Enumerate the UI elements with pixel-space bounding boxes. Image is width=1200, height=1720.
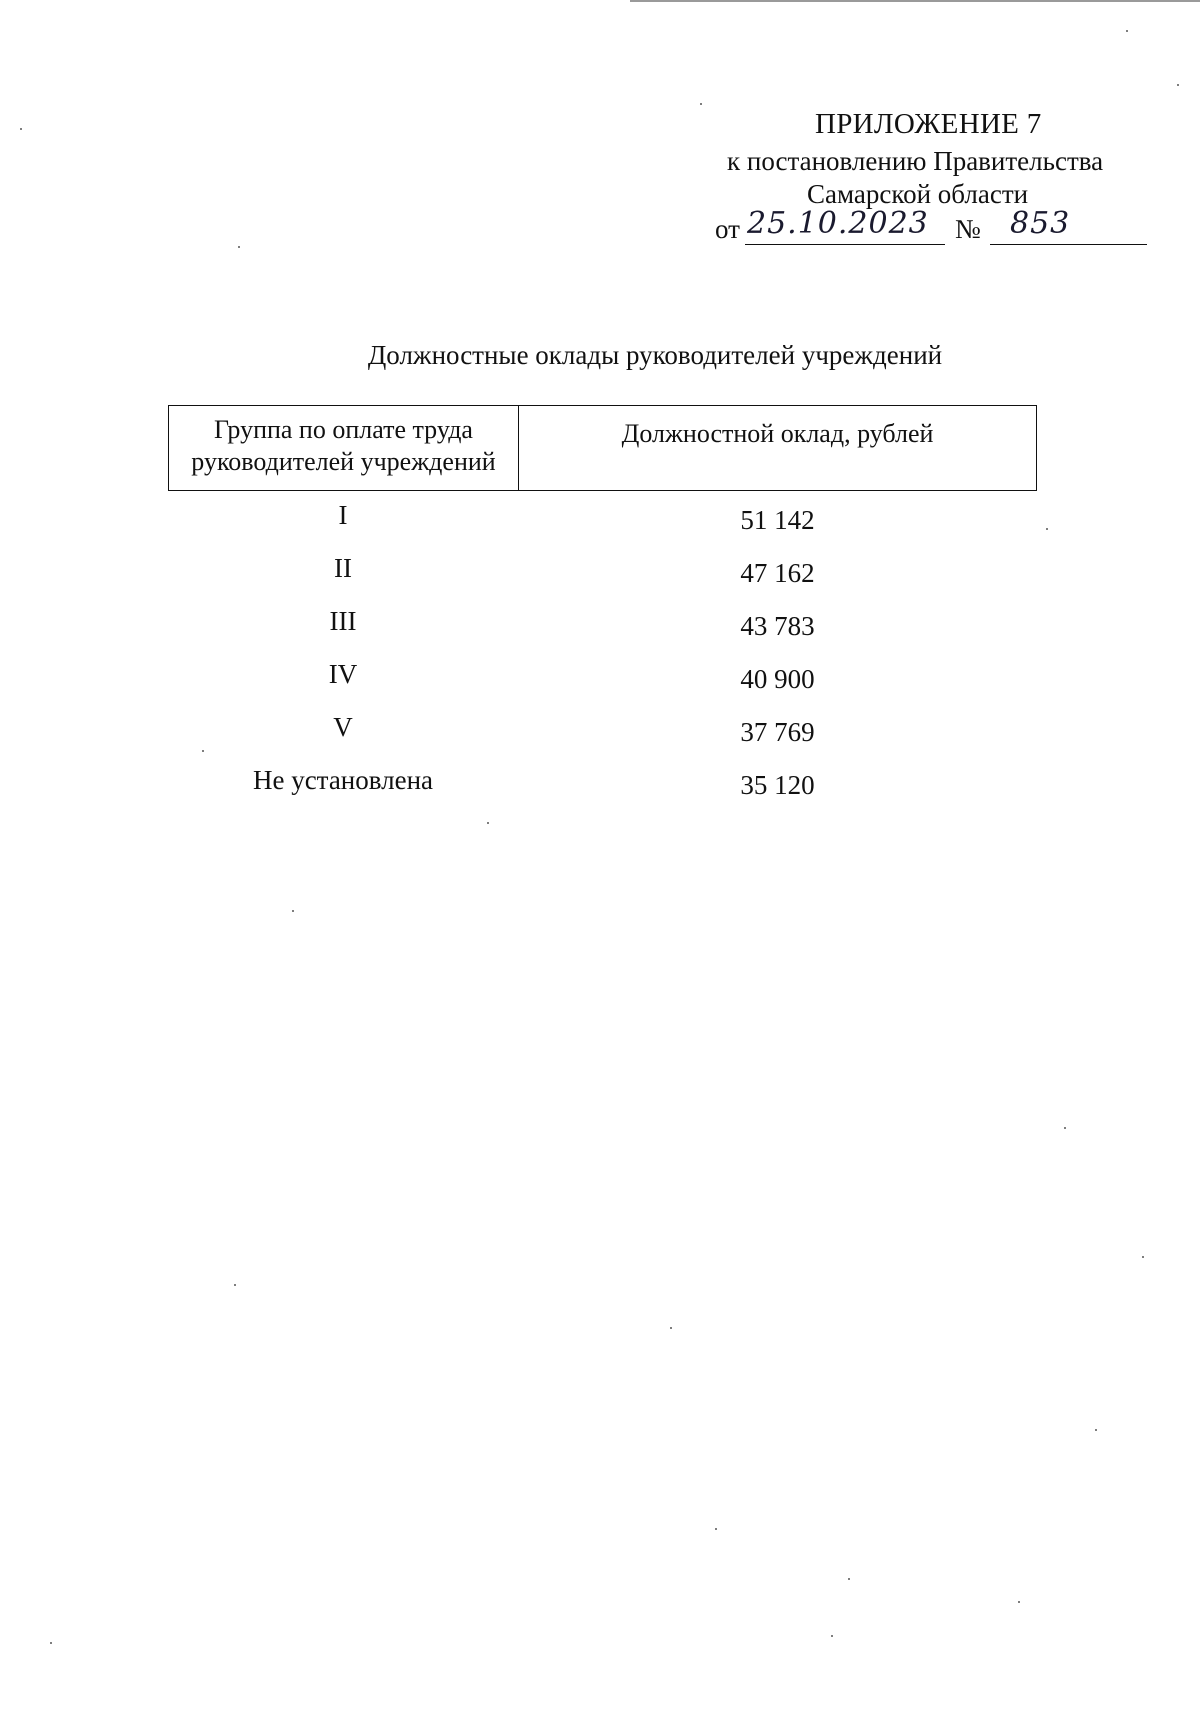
scan-speck xyxy=(292,910,294,912)
appendix-title: ПРИЛОЖЕНИЕ 7 xyxy=(815,108,1042,140)
scan-speck xyxy=(700,103,702,105)
scan-speck xyxy=(1018,1601,1020,1603)
table-title: Должностные оклады руководителей учреждений xyxy=(367,340,943,370)
scan-speck xyxy=(20,128,22,130)
scan-speck xyxy=(1177,84,1179,86)
resolution-reference: к постановлению Правительства xyxy=(727,146,1104,176)
table-body xyxy=(168,500,1037,818)
scan-speck xyxy=(715,1528,717,1530)
scan-speck xyxy=(831,1635,833,1637)
number-sign: № xyxy=(955,214,981,244)
table-row xyxy=(168,500,1037,553)
salary-cell: 37 769 xyxy=(740,717,815,747)
handwritten-number: 853 xyxy=(1010,206,1071,241)
region-name: Самарской области xyxy=(807,179,1029,209)
scan-speck xyxy=(1064,1127,1066,1129)
table-row xyxy=(168,712,1037,765)
table-row xyxy=(168,553,1037,606)
salary-cell: 47 162 xyxy=(740,558,815,588)
date-number-row xyxy=(715,206,1155,252)
salary-cell: 40 900 xyxy=(740,664,815,694)
scan-speck xyxy=(487,822,489,824)
group-cell: Не установлена xyxy=(252,765,434,795)
group-cell: I xyxy=(338,500,348,530)
scan-speck xyxy=(234,1284,236,1286)
scan-speck xyxy=(1095,1429,1097,1431)
group-cell: IV xyxy=(328,659,358,689)
group-cell: V xyxy=(333,712,353,742)
scan-speck xyxy=(1126,30,1128,32)
salary-cell: 35 120 xyxy=(740,770,815,800)
group-cell: II xyxy=(334,553,352,583)
scan-speck xyxy=(50,1642,52,1644)
column-header-group: Группа по оплате труда руководителей учреждений xyxy=(169,406,519,490)
scan-speck xyxy=(1142,1256,1144,1258)
number-field xyxy=(990,206,1147,245)
scan-speck xyxy=(848,1578,850,1580)
salary-cell: 43 783 xyxy=(740,611,815,641)
salary-cell: 51 142 xyxy=(740,505,815,535)
table-row xyxy=(168,659,1037,712)
table-header xyxy=(168,405,1037,491)
table-row xyxy=(168,606,1037,659)
date-field xyxy=(745,206,945,245)
group-cell: III xyxy=(329,606,357,636)
scan-edge-line xyxy=(630,0,1200,2)
scan-speck xyxy=(670,1327,672,1329)
table-row xyxy=(168,765,1037,818)
date-prefix: от xyxy=(715,214,740,244)
scan-speck xyxy=(1046,528,1048,530)
column-header-salary: Должностной оклад, рублей xyxy=(621,419,934,448)
handwritten-date: 25.10.2023 xyxy=(747,206,929,241)
scan-speck xyxy=(238,246,240,248)
